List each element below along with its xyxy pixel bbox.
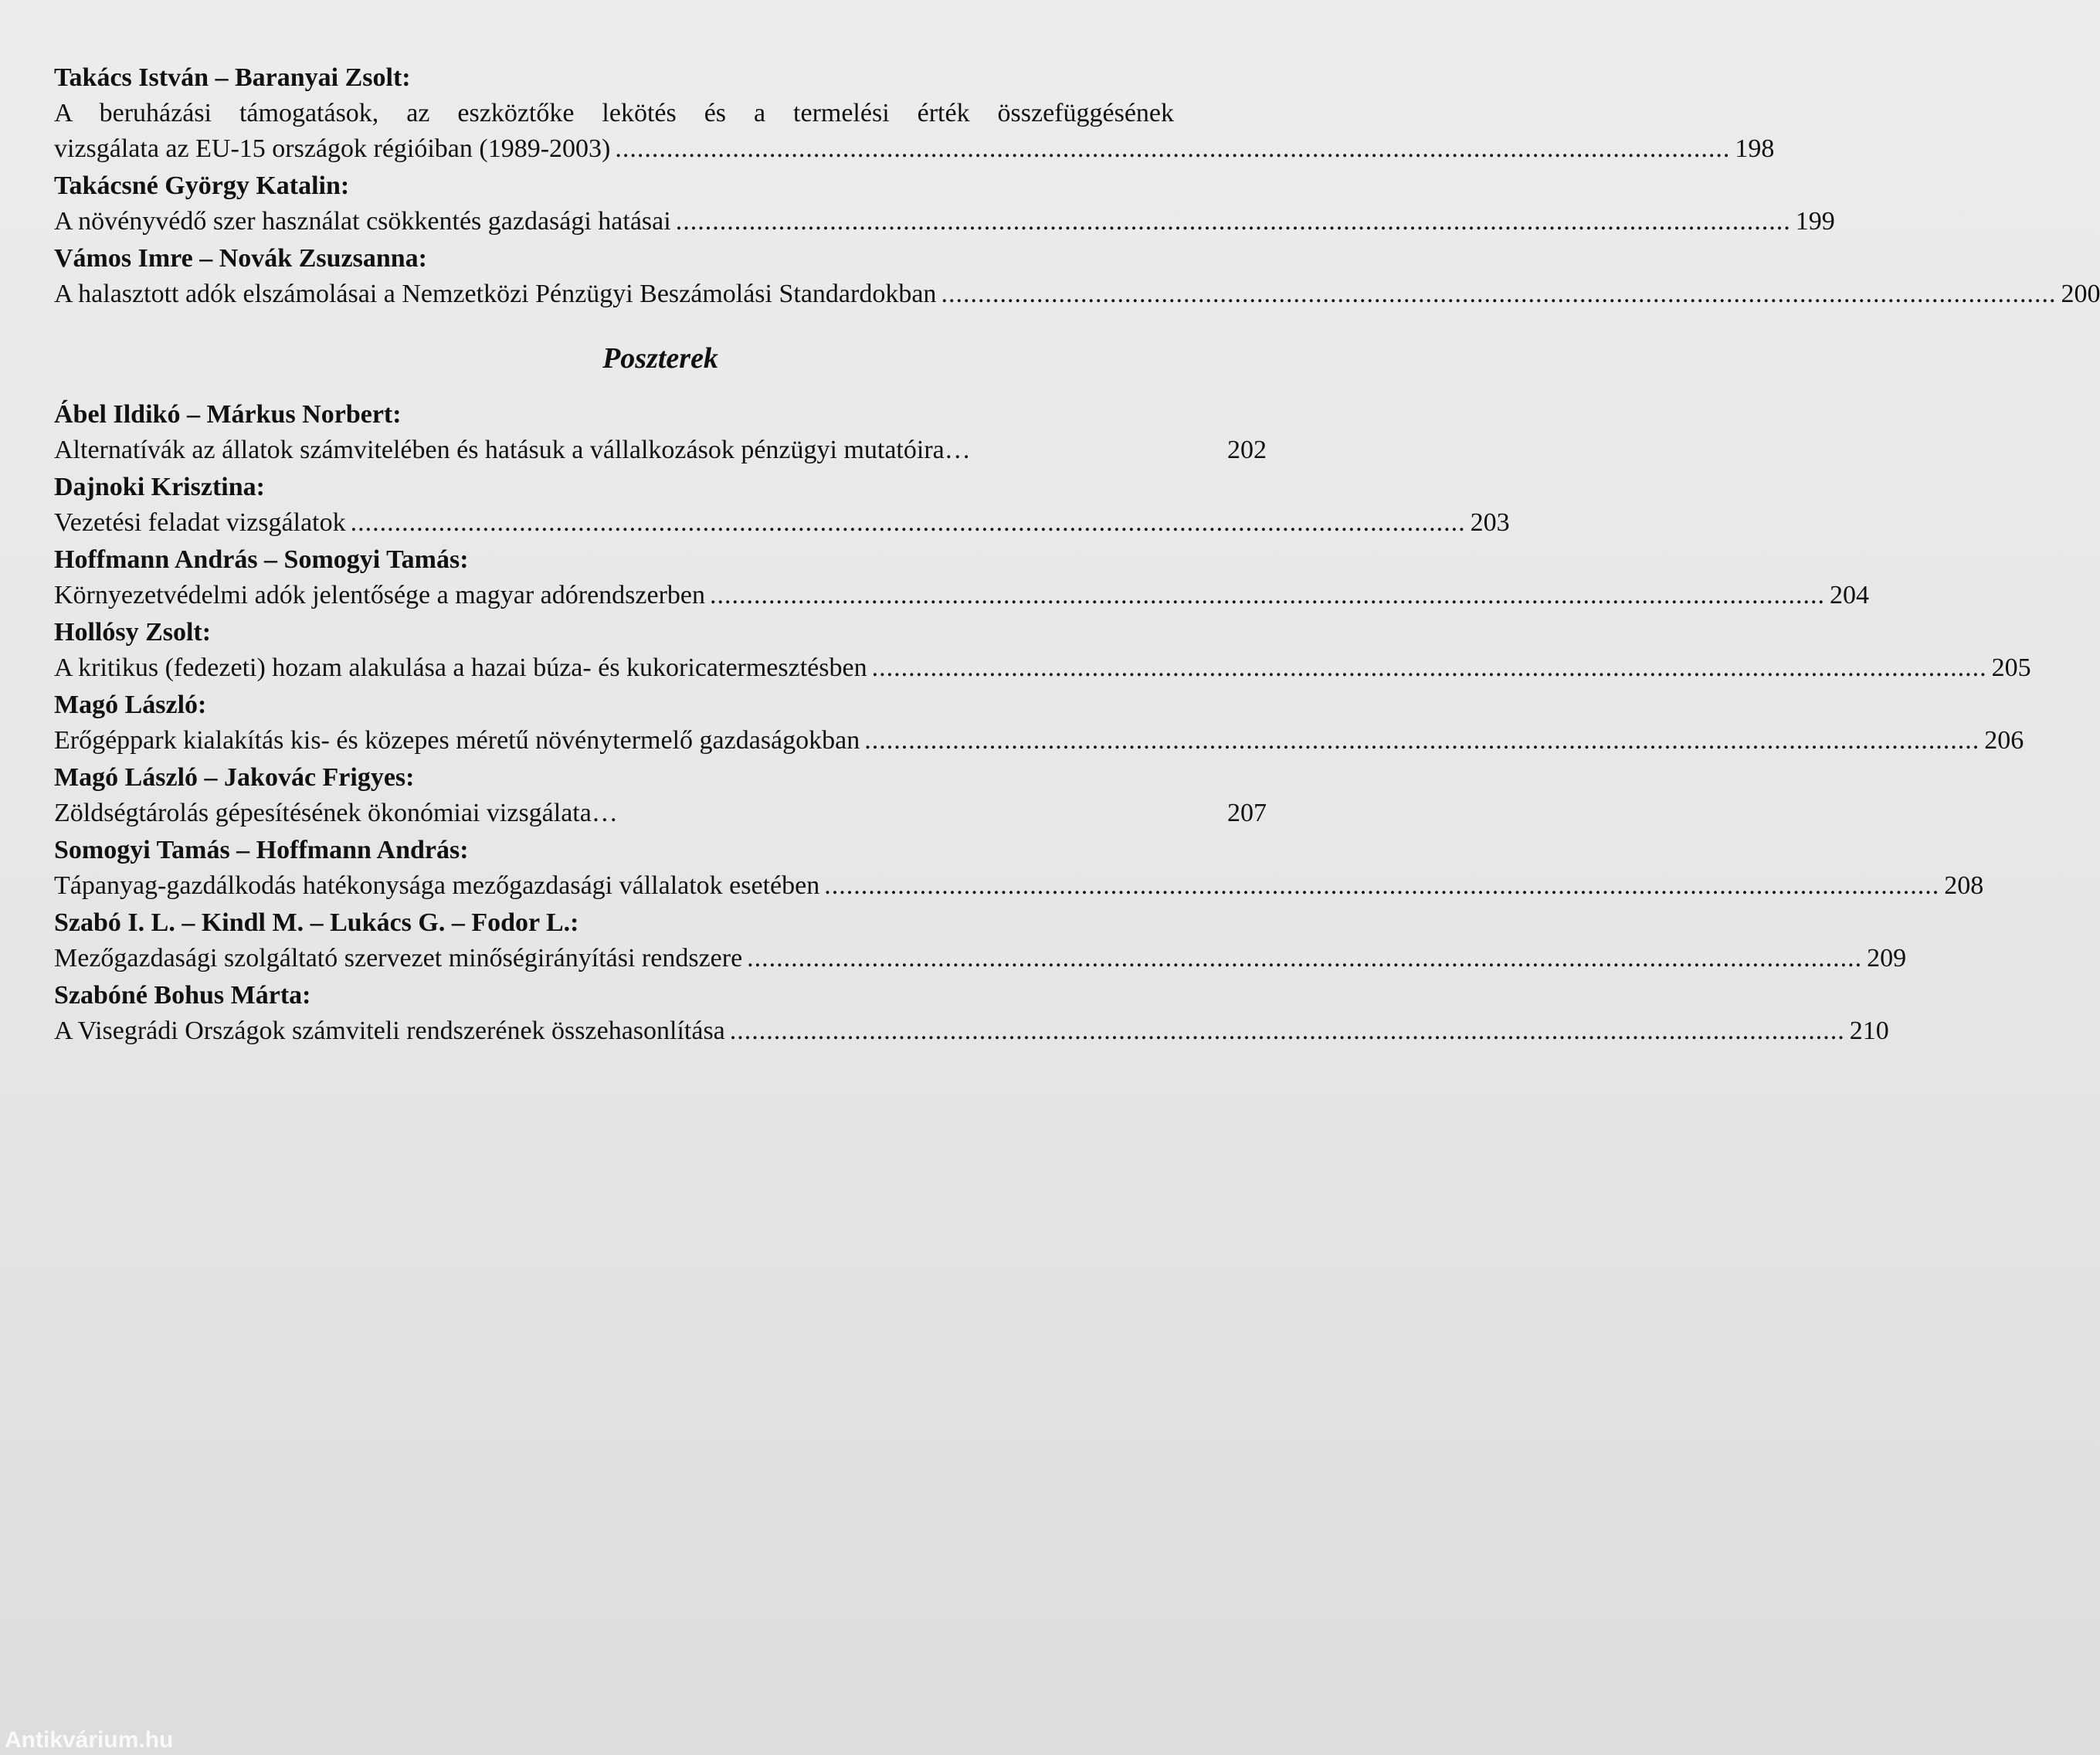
entry-line <box>54 277 2100 312</box>
entry-title: Környezetvédelmi adók jelentősége a magyar adórendszerben <box>54 581 706 609</box>
toc-entry <box>54 687 2024 759</box>
toc-entry <box>54 615 2031 686</box>
entry-line <box>54 868 1984 904</box>
toc-entry <box>54 397 1267 468</box>
toc-entry <box>54 470 1510 541</box>
entry-title-block <box>54 96 1267 131</box>
leader-dots: ........................................................................................................................................................ <box>710 581 1826 609</box>
entry-author: Magó László – Jakovác Frigyes: <box>54 763 415 792</box>
entry-page-number: 204 <box>1830 581 1870 609</box>
entry-author: Dajnoki Krisztina: <box>54 473 265 501</box>
entry-title: A növényvédő szer használat csökkentés gazdasági hatásai <box>54 207 671 236</box>
entry-page-number: 200 <box>2061 280 2100 308</box>
entry-page-number: 206 <box>1984 726 2024 755</box>
leader-dots: ........................................................................................................................................................ <box>675 207 1791 236</box>
toc-entry <box>54 542 1870 613</box>
entry-page-number: 207 <box>1227 799 1267 827</box>
entry-title: A Visegrádi Országok számviteli rendszerének összehasonlítása <box>54 1017 725 1045</box>
entry-line <box>54 578 1870 613</box>
toc-entry <box>54 905 1907 976</box>
leader-dots: ........................................................................................................................................................ <box>729 1017 1845 1045</box>
entry-line <box>54 941 1907 976</box>
leader-dots: ........................................................................................................................................................ <box>864 726 1980 755</box>
entry-page-number: 199 <box>1795 207 1835 236</box>
toc-entry <box>54 833 1984 904</box>
entry-title: Zöldségtárolás gépesítésének ökonómiai vizsgálata… <box>54 799 618 827</box>
entry-author: Takácsné György Katalin: <box>54 171 350 200</box>
entry-title: A kritikus (fedezeti) hozam alakulása a hazai búza- és kukoricatermesztésben <box>54 653 867 682</box>
leader-dots: ........................................................................................................................................................ <box>824 871 1940 900</box>
entry-author: Somogyi Tamás – Hoffmann András: <box>54 836 469 864</box>
toc-entry <box>54 241 2100 312</box>
leader-dots: ........................................................................................................................................................ <box>350 508 1466 537</box>
entry-page-number: 208 <box>1944 871 1984 900</box>
table-of-contents <box>54 60 2100 1051</box>
entry-author: Takács István – Baranyai Zsolt: <box>54 63 411 92</box>
entry-line <box>54 796 1267 831</box>
entry-author: Ábel Ildikó – Márkus Norbert: <box>54 400 402 429</box>
toc-entry <box>54 168 1835 239</box>
entry-page-number: 198 <box>1735 134 1775 163</box>
entry-title-line2: vizsgálata az EU-15 országok régióiban (1989-2003) <box>54 134 611 163</box>
entry-line <box>54 131 1775 167</box>
entry-title: Mezőgazdasági szolgáltató szervezet minőségirányítási rendszere <box>54 944 743 973</box>
entry-title: Erőgéppark kialakítás kis- és közepes méretű növénytermelő gazdaságokban <box>54 726 860 755</box>
toc-entry <box>54 978 1889 1049</box>
entry-author: Hoffmann András – Somogyi Tamás: <box>54 545 469 574</box>
entry-title-line1: A beruházási támogatások, az eszköztőke lekötés és a termelési érték összefüggésének <box>54 99 1174 127</box>
entry-title: Alternatívák az állatok számvitelében és hatásuk a vállalkozások pénzügyi mutatóira… <box>54 436 971 464</box>
leader-dots: ........................................................................................................................................................ <box>871 653 1987 682</box>
entry-title: Vezetési feladat vizsgálatok <box>54 508 346 537</box>
leader-dots: ........................................................................................................................................................ <box>615 134 1731 163</box>
entry-page-number: 203 <box>1470 508 1510 537</box>
entry-author: Szabó I. L. – Kindl M. – Lukács G. – Fodor L.: <box>54 908 579 937</box>
entry-page-number: 205 <box>1991 653 2031 682</box>
section-heading: Poszterek <box>602 342 718 375</box>
leader-dots: ........................................................................................................................................................ <box>747 944 1863 973</box>
entry-author: Vámos Imre – Novák Zsuzsanna: <box>54 244 427 273</box>
entry-line <box>54 723 2024 759</box>
entry-author: Magó László: <box>54 691 207 719</box>
leader-dots: ........................................................................................................................................................ <box>941 280 2057 308</box>
entry-line <box>54 1013 1889 1049</box>
entry-line <box>54 505 1510 541</box>
entry-line <box>54 433 1267 468</box>
entry-page-number: 210 <box>1849 1017 1889 1045</box>
entry-line <box>54 204 1835 239</box>
entry-title: A halasztott adók elszámolásai a Nemzetközi Pénzügyi Beszámolási Standardokban <box>54 280 937 308</box>
watermark: Antikvárium.hu <box>5 1727 174 1753</box>
toc-entry <box>54 60 1775 167</box>
entry-page-number: 202 <box>1227 436 1267 464</box>
entry-author: Hollósy Zsolt: <box>54 618 212 647</box>
entry-title: Tápanyag-gazdálkodás hatékonysága mezőgazdasági vállalatok esetében <box>54 871 820 900</box>
toc-entry <box>54 760 1267 831</box>
entry-author: Szabóné Bohus Márta: <box>54 981 311 1010</box>
entry-page-number: 209 <box>1867 944 1907 973</box>
entry-line <box>54 650 2031 686</box>
